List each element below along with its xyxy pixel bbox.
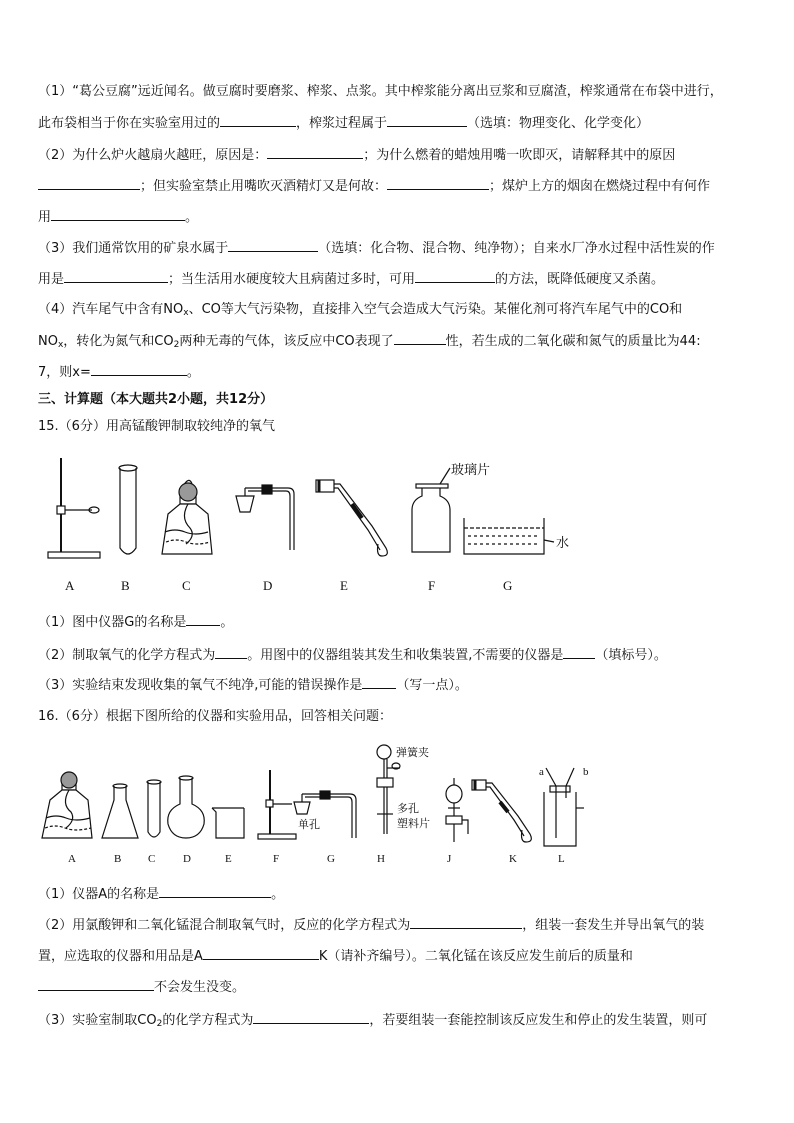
port-a-label: a xyxy=(539,766,544,778)
q14-part3-line1: （3）我们通常饮用的矿泉水属于 （选填：化合物、混合物、纯净物）；自来水厂净水过程中活性炭的作 xyxy=(38,241,715,256)
q16-title: 16.（6分）根据下图所给的仪器和实验用品，回答相关问题： xyxy=(38,709,392,724)
answer-blank[interactable] xyxy=(203,947,319,960)
porous-label-1: 多孔 xyxy=(397,802,419,815)
port-b-label: b xyxy=(583,766,589,778)
alcohol-lamp-icon xyxy=(42,772,92,838)
q16-sub2-line3: 不会发生没变。 xyxy=(38,978,245,997)
stopper-with-tube-icon xyxy=(236,485,294,550)
q16-sub2-line1: （2）用氯酸钾和二氧化锰混合制取氧气时，反应的化学方程式为 ，组装一套发生并导出氧气的装 xyxy=(38,918,705,933)
q16-sub2-line2: 置，应选取的仪器和用品是A K（请补齐编号）。二氧化锰在该反应发生前后的质量和 xyxy=(38,949,633,964)
glass-plate-label: 玻璃片 xyxy=(451,463,491,478)
q16-apparatus-figure xyxy=(36,738,596,858)
round-flask-icon xyxy=(168,776,205,838)
conical-flask-icon xyxy=(102,784,138,838)
water-trough-icon xyxy=(464,518,554,554)
gas-washing-bottle-icon xyxy=(544,768,584,846)
answer-blank[interactable] xyxy=(415,270,495,283)
answer-blank[interactable] xyxy=(410,916,522,929)
fig-label-F: F xyxy=(273,853,280,865)
answer-blank[interactable] xyxy=(563,646,595,659)
answer-blank[interactable] xyxy=(215,646,247,659)
q15-sub3: （3）实验结束发现收集的氧气不纯净,可能的错误操作是 （写一点）。 xyxy=(38,678,468,693)
fig-label-K: K xyxy=(509,853,517,865)
q15-sub2: （2）制取氧气的化学方程式为 。用图中的仪器组装其发生和收集装置,不需要的仪器是 （填标号）。 xyxy=(38,648,667,663)
answer-blank[interactable] xyxy=(159,885,271,898)
answer-blank[interactable] xyxy=(387,114,467,127)
test-tube-icon xyxy=(119,465,137,554)
fig-label-G: G xyxy=(503,578,513,593)
q14-part4-line1: （4）汽车尾气中含有$NO_x$、CO等大气污染物，直接排入空气会造成大气污染。某催化剂可将汽车尾气中的CO和 xyxy=(38,302,683,318)
fig-label-D: D xyxy=(183,853,191,865)
separatory-funnel-icon xyxy=(446,778,468,842)
q15-apparatus-figure xyxy=(40,448,600,593)
fig-label-F: F xyxy=(428,578,436,593)
fig-label-G: G xyxy=(327,853,335,865)
fig-label-C: C xyxy=(182,578,191,593)
answer-blank[interactable] xyxy=(362,676,396,689)
q14-part2-line3: 用 。 xyxy=(38,210,199,225)
fig-label-L: L xyxy=(558,853,565,865)
alcohol-lamp-icon xyxy=(162,480,212,554)
q14-part4-line3: 7，则x= 。 xyxy=(38,365,200,380)
fig-label-J: J xyxy=(447,853,452,865)
fig-label-A: A xyxy=(68,853,76,865)
answer-blank[interactable] xyxy=(253,1011,369,1024)
single-hole-label: 单孔 xyxy=(298,818,320,831)
test-tube-icon xyxy=(147,780,161,837)
gas-jar-icon xyxy=(412,468,450,552)
q14-part3-line2: 用是 ；当生活用水硬度较大且病菌过多时，可用 的方法，既降低硬度又杀菌。 xyxy=(38,272,665,287)
delivery-tube-icon xyxy=(316,480,387,556)
q14-part1-line2: 此布袋相当于你在实验室用过的 ，榨浆过程属于 （选填：物理变化、化学变化） xyxy=(38,116,650,131)
porous-label-2: 塑料片 xyxy=(397,817,430,830)
fig-label-E: E xyxy=(225,853,232,865)
q14-part4-line2: $NO_x$，转化为氮气和$CO_2$两种无毒的气体，该反应中CO表现了 性，若生成的二氧化碳和氮气的质量比为44: xyxy=(38,334,701,350)
beaker-icon xyxy=(212,808,244,838)
answer-blank[interactable] xyxy=(38,978,154,991)
q16-sub3-line1: （3）实验室制取$CO_2$的化学方程式为 ，若要组装一套能控制该反应发生和停止的发生装置，则可 xyxy=(38,1013,708,1029)
answer-blank[interactable] xyxy=(91,363,187,376)
q14-part2-line2: ；但实验室禁止用嘴吹灭酒精灯又是何故： ；煤炉上方的烟囱在燃烧过程中有何作 xyxy=(38,177,710,196)
fig-label-D: D xyxy=(263,578,273,593)
section-heading: 三、计算题（本大题共2小题，共12分） xyxy=(38,392,274,407)
answer-blank[interactable] xyxy=(228,239,318,252)
spring-clip-label: 弹簧夹 xyxy=(396,746,429,759)
answer-blank[interactable] xyxy=(387,177,489,190)
answer-blank[interactable] xyxy=(64,270,168,283)
delivery-tube-icon xyxy=(472,780,531,842)
answer-blank[interactable] xyxy=(220,114,296,127)
answer-blank[interactable] xyxy=(186,613,220,626)
fig-label-B: B xyxy=(121,578,130,593)
answer-blank[interactable] xyxy=(267,146,363,159)
iron-stand-icon xyxy=(258,770,296,839)
q16-sub1: （1）仪器A的名称是 。 xyxy=(38,887,285,902)
fig-label-H: H xyxy=(377,853,385,865)
answer-blank[interactable] xyxy=(51,208,185,221)
fig-label-C: C xyxy=(148,853,156,865)
answer-blank[interactable] xyxy=(394,332,446,345)
fig-label-A: A xyxy=(65,578,75,593)
q14-part2-line1: （2）为什么炉火越扇火越旺，原因是： ；为什么燃着的蜡烛用嘴一吹即灭，请解释其中的原因 xyxy=(38,148,676,163)
fig-label-B: B xyxy=(114,853,122,865)
iron-stand-icon xyxy=(48,458,100,558)
q15-sub1: （1）图中仪器G的名称是 。 xyxy=(38,615,234,630)
q14-part1-line1: （1）“葛公豆腐”远近闻名。做豆腐时要磨浆、榨浆、点浆。其中榨浆能分离出豆浆和豆腐渣，榨浆通常在布袋中进行， xyxy=(38,84,723,99)
water-label: 水 xyxy=(556,536,570,551)
answer-blank[interactable] xyxy=(38,177,140,190)
fig-label-E: E xyxy=(340,578,348,593)
q15-title: 15.（6分）用高锰酸钾制取较纯净的氧气 xyxy=(38,419,275,434)
